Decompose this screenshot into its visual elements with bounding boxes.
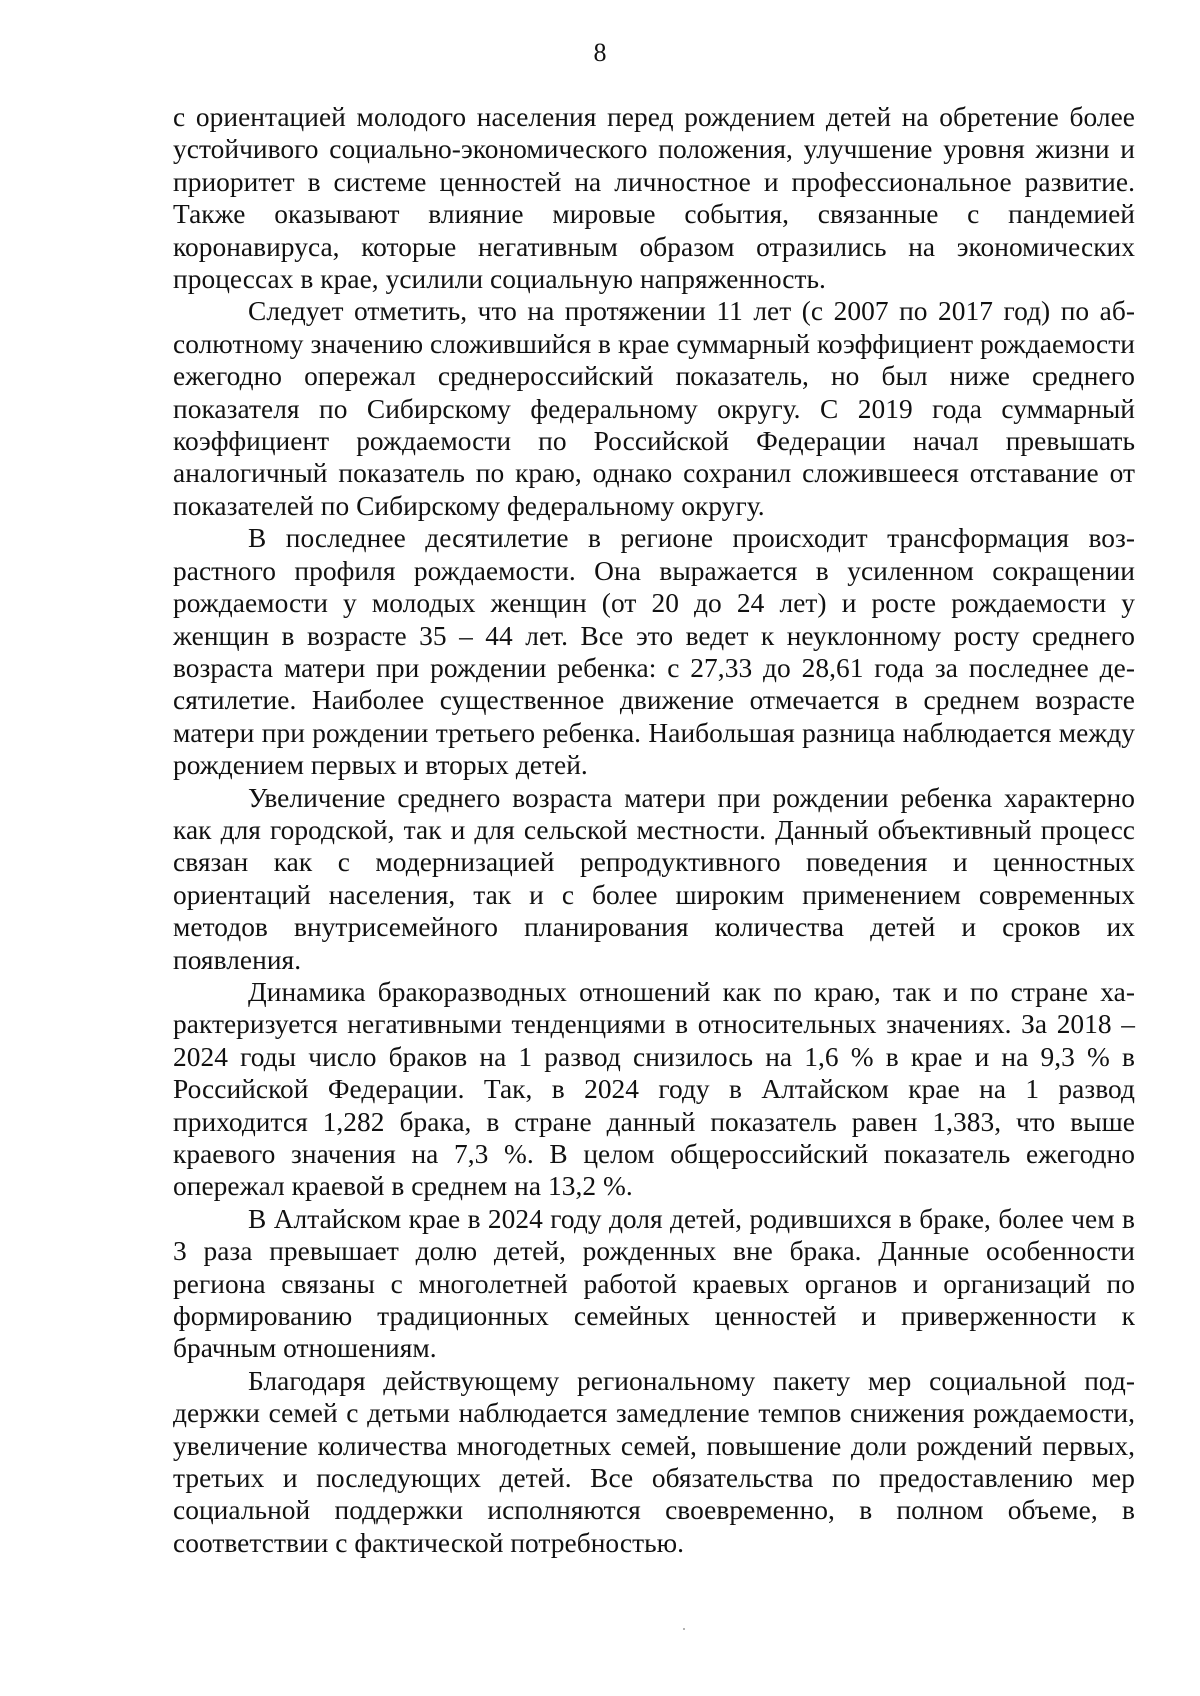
- paragraph-2: Следует отметить, что на протяжении 11 лет (с 2007 по 2017 год) по абсолютному значению сложившийся в крае суммарный коэффициент рождаемости ежегодно опережал среднероссийский показатель, но был ниже среднего показателя по Сибирскому федеральному округу. С 2019 года суммарный коэффициент рождаемости по Российской Федерации начал превышать аналогичный показатель по краю, однако сохранил сложившееся отставание от показателей по Сибирскому федеральному округу.: [173, 296, 1135, 521]
- scan-speck: [683, 1628, 685, 1630]
- paragraph-1: с ориентацией молодого населения перед рождением детей на обретение более устойчивого социально-экономического положения, улучшение уровня жизни и приоритет в системе ценностей на личностное и профессиональное развитие. Также оказывают влияние мировые события, связанные с пандемией коронавируса, которые негативным образом отразились на экономических процессах в крае, усилили социальную напряженность.: [173, 102, 1135, 295]
- document-body: [173, 101, 1135, 1559]
- paragraph-6: В Алтайском крае в 2024 году доля детей, родившихся в браке, более чем в 3 раза превышает долю детей, рожденных вне брака. Данные особенности региона связаны с многолетней работой краевых органов и организаций по формированию традиционных семейных ценностей и приверженности к брачным отношениям.: [173, 1203, 1135, 1364]
- paragraph-7: Благодаря действующему региональному пакету мер социальной поддержки семей с детьми наблюдается замедление темпов снижения рождаемости, увеличение количества многодетных семей, повышение доли рождений первых, третьих и последующих детей. Все обязательства по предоставлению мер социальной поддержки исполняются своевременно, в полном объеме, в соответствии с фактической потребностью.: [173, 1365, 1135, 1558]
- paragraph-5: Динамика бракоразводных отношений как по краю, так и по стране характеризуется негативными тенденциями в относительных значениях. За 2018 – 2024 годы число браков на 1 развод снизилось на 1,6 % в крае и на 9,3 % в Российской Федерации. Так, в 2024 году в Алтайском крае на 1 развод приходится 1,282 брака, в стране данный показатель равен 1,383, что выше краевого значения на 7,3 %. В целом общероссийский показатель ежегодно опережал краевой в среднем на 13,2 %.: [173, 976, 1135, 1202]
- paragraph-3: В последнее десятилетие в регионе происходит трансформация возрастного профиля рождаемости. Она выражается в усиленном сокращении рождаемости у молодых женщин (от 20 до 24 лет) и росте рождаемости у женщин в возрасте 35 – 44 лет. Все это ведет к неуклонному росту среднего возраста матери при рождении ребенка: с 27,33 до 28,61 года за последнее десятилетие. Наиболее существенное движение отмечается в среднем возрасте матери при рождении третьего ребенка. Наибольшая разница наблюдается между рождением первых и вторых детей.: [173, 523, 1135, 781]
- page-number: 8: [593, 38, 607, 67]
- paragraph-4: Увеличение среднего возраста матери при рождении ребенка характерно как для городской, так и для сельской местности. Данный объективный процесс связан как с модернизацией репродуктивного поведения и ценностных ориентаций населения, так и с более широким применением современных методов внутрисемейного планирования количества детей и сроков их появления.: [173, 782, 1135, 975]
